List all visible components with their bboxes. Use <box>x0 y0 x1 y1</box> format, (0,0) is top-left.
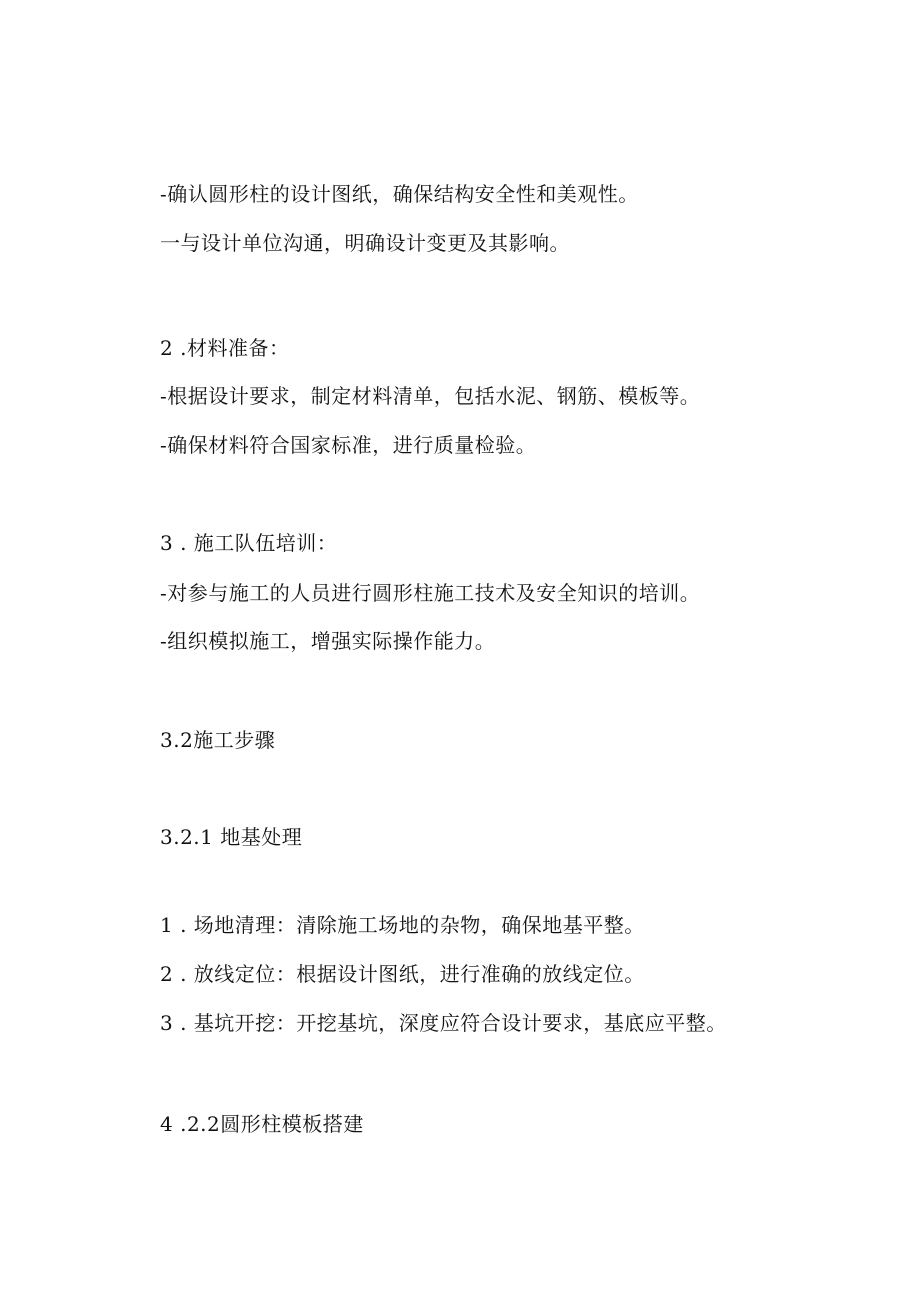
subsection-heading-formwork: 4 .2.2圆形柱模板搭建 <box>160 1112 364 1136</box>
section-heading-construction-steps: 3.2施工步骤 <box>160 728 276 752</box>
bullet-simulated-construction: -组织模拟施工，增强实际操作能力。 <box>160 629 496 653</box>
bullet-quality-inspection: -确保材料符合国家标准，进行质量检验。 <box>160 433 537 457</box>
step-layout-positioning: 2 . 放线定位：根据设计图纸，进行准确的放线定位。 <box>160 962 645 986</box>
bullet-confirm-design-drawings: -确认圆形柱的设计图纸，确保结构安全性和美观性。 <box>160 182 639 206</box>
heading-material-preparation: 2 .材料准备： <box>160 336 290 360</box>
bullet-technical-training: -对参与施工的人员进行圆形柱施工技术及安全知识的培训。 <box>160 581 701 605</box>
step-foundation-excavation: 3 . 基坑开挖：开挖基坑，深度应符合设计要求，基底应平整。 <box>160 1011 727 1035</box>
subsection-heading-foundation: 3.2.1 地基处理 <box>160 825 303 849</box>
heading-team-training: 3 . 施工队伍培训： <box>160 531 338 555</box>
step-site-clearing: 1 . 场地清理：清除施工场地的杂物，确保地基平整。 <box>160 913 645 937</box>
bullet-communicate-design-unit: 一与设计单位沟通，明确设计变更及其影响。 <box>160 231 570 255</box>
bullet-material-list: -根据设计要求，制定材料清单，包括水泥、钢筋、模板等。 <box>160 384 701 408</box>
